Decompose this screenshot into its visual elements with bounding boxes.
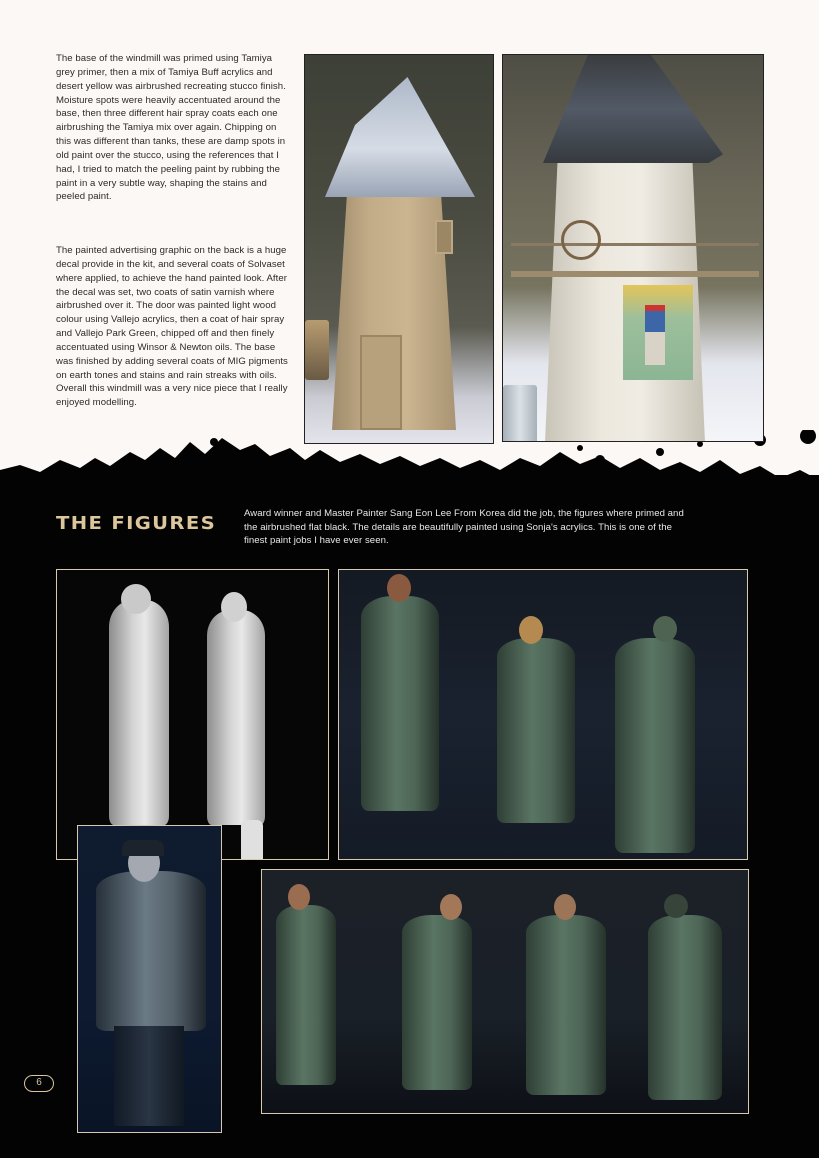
photo-figure-officer bbox=[77, 825, 222, 1133]
photo-figures-back bbox=[338, 569, 748, 860]
windmill-balcony bbox=[511, 243, 759, 277]
paint-jar bbox=[305, 320, 329, 380]
photo-figures-front bbox=[261, 869, 749, 1114]
page-number-badge: 6 bbox=[24, 1075, 54, 1092]
section-title: THE FIGURES bbox=[56, 514, 217, 534]
barrel bbox=[503, 385, 537, 442]
article-paragraph-1: The base of the windmill was primed using Tamiya grey primer, then a mix of Tamiya Buff acrylics and desert yellow was airbrushed recreating stucco finish. Moisture spots were heavily accentuated around the base, then three different hair spray coats each one airbrushing the Tamiya mix over again. Chipping on this was different than tanks, these are damp spots in old paint over the stucco, using the references that I had, I tried to match the peeling paint by rubbing the paint in a very subtle way, shaping the stains and peeled paint. bbox=[56, 53, 286, 203]
article-paragraph-2: The painted advertising graphic on the back is a huge decal provide in the kit, and several coats of Solvaset where applied, to achieve the hand painted look. After the decal was set, two coats of satin varnish where airbrushed over it. The door was painted light wood colour using Vallejo acrylics, then a coat of hair spray and Vallejo Park Green, chipped off and then finely accentuated using Winsor & Newton oils. The base was finished by adding several coats of MIG pigments on earth tones and stains and rain streaks with oils. Overall this windmill was a very nice piece that I really enjoyed modelling. bbox=[56, 245, 288, 409]
advertising-poster bbox=[623, 285, 693, 380]
cart-wheel bbox=[561, 220, 601, 260]
windmill-door bbox=[360, 335, 402, 430]
section-intro: Award winner and Master Painter Sang Eon Lee From Korea did the job, the figures where primed and the airbrushed flat black. The details are beautifully painted using Sonja's acrylics. This is one of the finest paint jobs I have ever seen. bbox=[244, 508, 684, 546]
photo-windmill-painted bbox=[502, 54, 764, 442]
photo-figures-grey bbox=[56, 569, 329, 860]
photo-windmill-primed bbox=[304, 54, 494, 444]
windmill-roof bbox=[543, 55, 723, 163]
windmill-roof bbox=[325, 77, 475, 197]
windmill-window bbox=[435, 220, 453, 254]
